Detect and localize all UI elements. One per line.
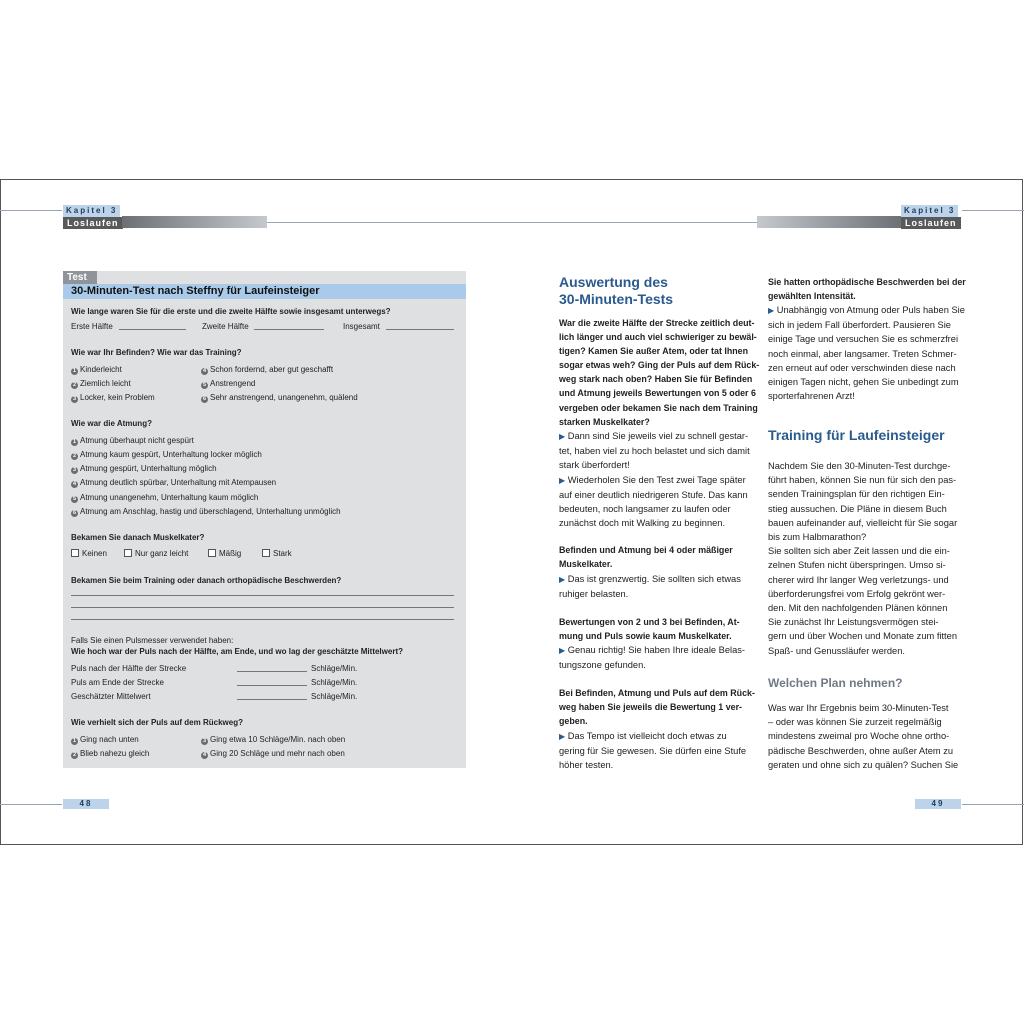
q5-answer-line[interactable]	[71, 607, 454, 608]
q6-row-label: Puls am Ende der Strecke	[71, 678, 164, 687]
text-line: Unabhängig von Atmung oder Puls haben Sie	[776, 305, 965, 315]
text-line: einigen Tagen nicht, gehen Sie unbedingt zum	[768, 377, 959, 388]
heading-line: 30-Minuten-Tests	[559, 291, 674, 307]
text-line: den. Mit den nachfolgenden Plänen können	[768, 603, 948, 614]
text-line: gern und über Wochen und Monate zum fitten	[768, 631, 957, 642]
text-line: höher testen.	[559, 760, 614, 771]
q2-option[interactable]	[71, 365, 122, 375]
footer-rule-right	[962, 804, 1024, 805]
section-label-right: Loslaufen	[901, 217, 961, 229]
q1-field-label: Erste Hälfte	[71, 322, 113, 331]
q6-question: Wie hoch war der Puls nach der Hälfte, am Ende, und wo lag der geschätzte Mittelwert?	[71, 647, 403, 656]
q6-unit: Schläge/Min.	[311, 692, 358, 701]
text-line: stark überfordert!	[559, 460, 630, 471]
q3-option[interactable]	[71, 436, 194, 446]
chapter-label-right: Kapitel 3	[901, 205, 958, 217]
text-line: mindestens zweimal pro Woche ohne ortho-	[768, 731, 950, 742]
col1-block4-bold	[559, 686, 755, 729]
number-badge-icon: 2	[72, 453, 77, 459]
q2-option[interactable]	[71, 379, 131, 389]
q6-value-line[interactable]	[237, 671, 307, 672]
number-badge-icon: 4	[72, 481, 77, 487]
page-number-left: 48	[63, 799, 109, 809]
q6-unit: Schläge/Min.	[311, 678, 358, 687]
col1-block2-text	[559, 572, 741, 601]
number-badge-icon: 4	[202, 752, 207, 758]
header-rule-left	[0, 210, 62, 211]
q1-field-label: Zweite Hälfte	[202, 322, 249, 331]
q3-option[interactable]	[71, 507, 341, 517]
q1-field-line[interactable]	[386, 329, 454, 330]
q6-intro: Falls Sie einen Pulsmesser verwendet haben:	[71, 636, 234, 645]
text-line: senden Trainingsplan für den richtigen Ein-	[768, 489, 945, 500]
option-label: Ging etwa 10 Schläge/Min. nach oben	[210, 735, 346, 744]
col1-block1-bold	[559, 316, 759, 429]
text-line: Das Tempo ist vielleicht doch etwas zu	[567, 731, 727, 741]
footer-rule-left	[0, 804, 62, 805]
text-line: tungszone gefunden.	[559, 660, 646, 671]
text-line: sporterfahrenen Arzt!	[768, 391, 855, 402]
text-line: pädische Beschwerden, ohne außer Atem zu	[768, 745, 954, 756]
q1-field-label: Insgesamt	[343, 322, 380, 331]
checkbox-label: Stark	[273, 549, 292, 558]
number-badge-icon: 2	[72, 382, 77, 388]
text-line: gering für Sie gewesen. Sie dürfen eine Stufe	[559, 746, 747, 757]
option-label: Locker, kein Problem	[80, 393, 155, 402]
section-label-left: Loslaufen	[63, 217, 123, 229]
text-line: zunächst doch mit Walking zu beginnen.	[559, 518, 726, 529]
col2-para-plan	[768, 701, 958, 772]
option-label: Blieb nahezu gleich	[80, 749, 150, 758]
chapter-label-left: Kapitel 3	[63, 205, 120, 217]
number-badge-icon: 3	[72, 396, 77, 402]
text-line: lich länger und auch viel schwieriger zu bewäl-	[559, 332, 757, 343]
text-line: geben.	[559, 716, 588, 727]
col1-block1-text	[559, 429, 750, 530]
q4-checkbox-option[interactable]	[208, 549, 241, 559]
text-line: und Atmung jeweils Bewertungen von 5 oder 6	[559, 388, 756, 399]
text-line: mung und Puls sowie kaum Muskelkater.	[559, 631, 732, 642]
number-badge-icon: 1	[72, 439, 77, 445]
text-line: Das ist grenzwertig. Sie sollten sich etwas	[567, 574, 741, 584]
col2-bold-intro	[768, 275, 966, 303]
q5-answer-line[interactable]	[71, 595, 454, 596]
checkbox-label: Nur ganz leicht	[135, 549, 189, 558]
number-badge-icon: 3	[72, 467, 77, 473]
option-label: Sehr anstrengend, unangenehm, quälend	[210, 393, 358, 402]
q3-option[interactable]	[71, 493, 258, 503]
arrow-bullet-icon: ▶	[559, 732, 566, 741]
col1-block3-text	[559, 643, 745, 672]
text-line: noch einmal, aber langsamer. Treten Schmer-	[768, 348, 957, 359]
col2-para-training	[768, 459, 957, 658]
text-line: cherer wird Ihr langer Weg verletzungs- und	[768, 574, 949, 585]
option-label: Ging nach unten	[80, 735, 139, 744]
q6-value-line[interactable]	[237, 699, 307, 700]
checkbox-icon[interactable]	[124, 549, 132, 557]
q3-option[interactable]	[71, 478, 276, 488]
option-label: Atmung überhaupt nicht gespürt	[80, 436, 194, 445]
option-label: Schon fordernd, aber gut geschafft	[210, 365, 334, 374]
q7-option[interactable]	[201, 735, 345, 745]
q1-field-line[interactable]	[119, 329, 186, 330]
text-line: führt haben, können Sie nun für sich den pas-	[768, 475, 957, 486]
q1-field-line[interactable]	[254, 329, 324, 330]
q7-option[interactable]	[201, 749, 345, 759]
text-line: bis zum Halbmarathon?	[768, 532, 867, 543]
q7-option[interactable]	[71, 749, 149, 759]
text-line: sogar etwas weh? Ging der Puls auf dem Rück-	[559, 360, 760, 371]
checkbox-icon[interactable]	[71, 549, 79, 557]
text-line: Sie sollten sich aber Zeit lassen und die ein-	[768, 546, 950, 557]
number-badge-icon: 2	[72, 752, 77, 758]
number-badge-icon: 5	[202, 382, 207, 388]
text-line: weg stark nach oben? Haben Sie für Befinden	[559, 374, 753, 385]
number-badge-icon: 5	[72, 496, 77, 502]
col1-block3-bold	[559, 615, 740, 643]
text-line: tet, haben viel zu hoch belastet und sich damit	[559, 446, 750, 457]
q4-checkbox-option[interactable]	[71, 549, 107, 559]
q3-option[interactable]	[71, 450, 262, 460]
checkbox-icon[interactable]	[208, 549, 216, 557]
q5-question: Bekamen Sie beim Training oder danach orthopädische Beschwerden?	[71, 576, 342, 585]
option-label: Kinderleicht	[80, 365, 122, 374]
checkbox-label: Keinen	[82, 549, 107, 558]
option-label: Atmung kaum gespürt, Unterhaltung locker möglich	[80, 450, 262, 459]
test-tag: Test	[63, 271, 97, 284]
text-line: bedeuten, noch langsamer zu laufen oder	[559, 504, 731, 515]
option-label: Atmung unangenehm, Unterhaltung kaum möglich	[80, 493, 259, 502]
q3-question: Wie war die Atmung?	[71, 419, 152, 428]
option-label: Anstrengend	[210, 379, 256, 388]
q2-option[interactable]	[201, 379, 255, 389]
number-badge-icon: 6	[202, 396, 207, 402]
q6-value-line[interactable]	[237, 685, 307, 686]
text-line: überforderungsfrei vom Erfolg gekrönt wer-	[768, 588, 946, 599]
header-rule-right	[962, 210, 1024, 211]
q7-question: Wie verhielt sich der Puls auf dem Rückweg?	[71, 718, 243, 727]
text-line: sich in jedem Fall überfordert. Pausieren Sie	[768, 320, 951, 331]
q3-option[interactable]	[71, 464, 217, 474]
heading-line: Auswertung des	[559, 274, 668, 290]
number-badge-icon: 3	[202, 738, 207, 744]
text-line: Nachdem Sie den 30-Minuten-Test durchge-	[768, 461, 951, 471]
text-line: Sie zunächst Ihr Leistungsvermögen stei-	[768, 617, 939, 628]
text-line: Spaß- und Genussläufer werden.	[768, 645, 905, 656]
text-line: einige Tage und versuchen Sie es schmerzfrei	[768, 334, 959, 345]
q2-option[interactable]	[201, 365, 333, 375]
text-line: stieg aussuchen. Die Pläne in diesem Buch	[768, 503, 947, 514]
arrow-bullet-icon: ▶	[559, 646, 566, 655]
option-label: Atmung deutlich spürbar, Unterhaltung mit Atempausen	[80, 478, 277, 487]
text-line: tigen? Kamen Sie außer Atem, oder tat Ihnen	[559, 346, 749, 357]
q1-question: Wie lange waren Sie für die erste und die zweite Hälfte sowie insgesamt unterwegs?	[71, 307, 391, 316]
text-line: vergeben oder bekamen Sie nach dem Training	[559, 402, 758, 413]
q7-option[interactable]	[71, 735, 139, 745]
page-number-right: 49	[915, 799, 961, 809]
text-line: gewählten Intensität.	[768, 291, 856, 302]
text-line: zen erneut auf oder verschwinden diese nach	[768, 362, 956, 373]
section-heading-training: Training für Laufeinsteiger	[768, 427, 945, 443]
text-line: bauen aufeinander auf, vielleicht für Sie sogar	[768, 517, 958, 528]
text-line: Wiederholen Sie den Test zwei Tage später	[567, 474, 746, 485]
option-label: Ziemlich leicht	[80, 379, 131, 388]
option-label: Atmung am Anschlag, hastig und überschlagend, Unterhaltung unmöglich	[80, 507, 341, 516]
col2-text	[768, 303, 965, 403]
text-line: Was war Ihr Ergebnis beim 30-Minuten-Test	[768, 703, 949, 713]
q4-checkbox-option[interactable]	[262, 549, 292, 559]
arrow-bullet-icon: ▶	[768, 306, 775, 315]
text-line: Befinden und Atmung bei 4 oder mäßiger	[559, 545, 733, 555]
header-bar-right	[757, 216, 902, 228]
text-line: Bei Befinden, Atmung und Puls auf dem Rück-	[559, 688, 755, 698]
text-line: auf einer deutlich niedrigeren Stufe. Das kann	[559, 489, 748, 500]
text-line: starken Muskelkater?	[559, 416, 650, 427]
checkbox-label: Mäßig	[219, 549, 242, 558]
header-bar-left	[122, 216, 267, 228]
number-badge-icon: 4	[202, 368, 207, 374]
subheading-welchen-plan: Welchen Plan nehmen?	[768, 676, 903, 690]
arrow-bullet-icon: ▶	[559, 475, 566, 485]
text-line: Muskelkater.	[559, 559, 613, 570]
text-line: weg haben Sie jeweils die Bewertung 1 ver-	[559, 702, 742, 713]
q6-row-label: Geschätzter Mittelwert	[71, 692, 151, 701]
q2-question: Wie war Ihr Befinden? Wie war das Training?	[71, 348, 242, 357]
number-badge-icon: 1	[72, 738, 77, 744]
col1-block4-text	[559, 729, 746, 773]
text-line: – oder was können Sie zurzeit regelmäßig	[768, 717, 942, 728]
q6-row-label: Puls nach der Hälfte der Strecke	[71, 664, 187, 673]
checkbox-icon[interactable]	[262, 549, 270, 557]
test-title: 30-Minuten-Test nach Steffny für Laufeinsteiger	[63, 284, 466, 299]
text-line: Bewertungen von 2 und 3 bei Befinden, At-	[559, 617, 740, 627]
arrow-bullet-icon: ▶	[559, 432, 566, 441]
number-badge-icon: 6	[72, 510, 77, 516]
header-rule-center	[267, 222, 757, 223]
text-line: Genau richtig! Sie haben Ihre ideale Belas-	[567, 645, 746, 655]
text-line: War die zweite Hälfte der Strecke zeitlich deut-	[559, 318, 755, 328]
col1-block2-bold	[559, 543, 733, 571]
text-line: zelnen Stufen nicht überspringen. Umso si-	[768, 560, 946, 571]
text-line: ruhiger belasten.	[559, 589, 629, 600]
arrow-bullet-icon: ▶	[559, 575, 566, 584]
option-label: Ging 20 Schläge und mehr nach oben	[210, 749, 345, 758]
option-label: Atmung gespürt, Unterhaltung möglich	[80, 464, 217, 473]
q5-answer-line[interactable]	[71, 619, 454, 620]
q4-checkbox-option[interactable]	[124, 549, 188, 559]
q2-option[interactable]	[71, 393, 155, 403]
q4-question: Bekamen Sie danach Muskelkater?	[71, 533, 205, 542]
text-line: geraten und ohne sich zu quälen? Suchen Sie	[768, 759, 959, 770]
section-heading-auswertung	[559, 274, 673, 308]
q6-unit: Schläge/Min.	[311, 664, 358, 673]
q2-option[interactable]	[201, 393, 358, 403]
text-line: Dann sind Sie jeweils viel zu schnell gestar-	[567, 431, 749, 441]
text-line: Sie hatten orthopädische Beschwerden bei der	[768, 277, 966, 287]
number-badge-icon: 1	[72, 368, 77, 374]
